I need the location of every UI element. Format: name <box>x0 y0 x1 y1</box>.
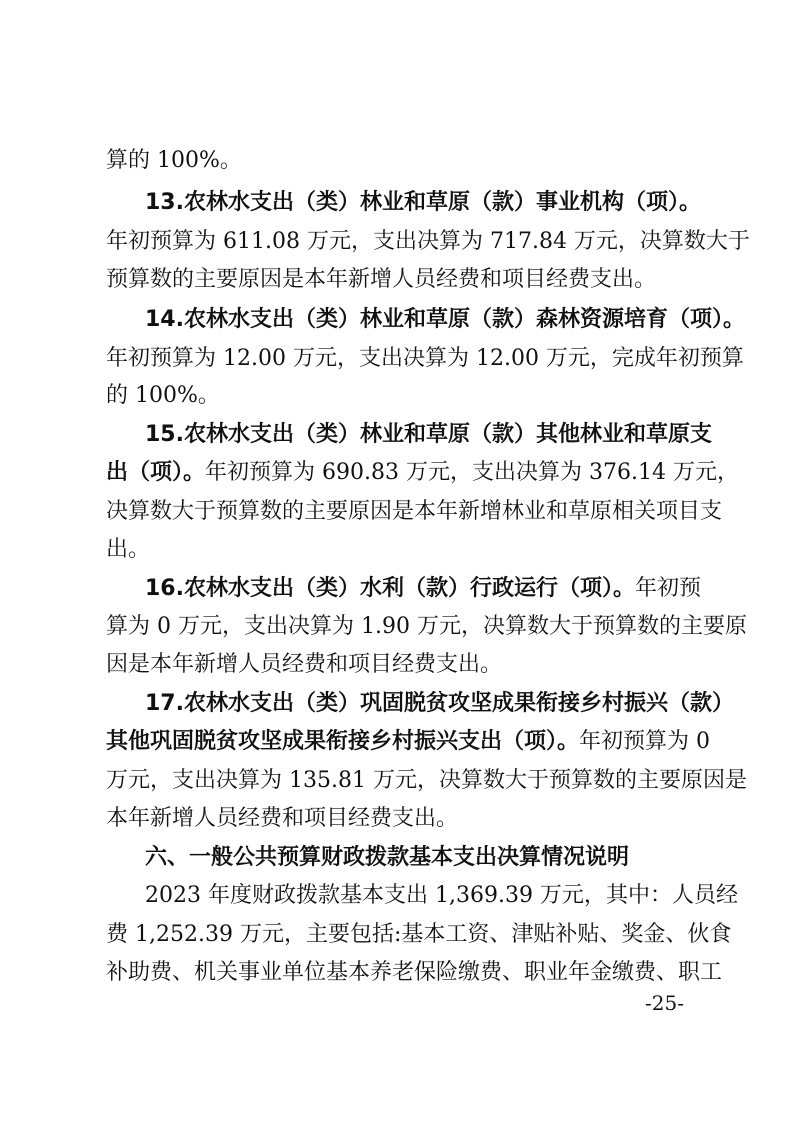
item-17-heading: 17.农林水支出（类）巩固脱贫攻坚成果衔接乡村振兴（款） <box>145 691 734 716</box>
item-15-heading: 15.农林水支出（类）林业和草原（款）其他林业和草原支 <box>145 422 712 447</box>
page-number: -25- <box>645 991 684 1015</box>
text-line: 因是本年新增人员经费和项目经费支出。 <box>106 652 503 677</box>
section-6-heading: 六、一般公共预算财政拨款基本支出决算情况说明 <box>145 845 630 870</box>
text-line: 预算数的主要原因是本年新增人员经费和项目经费支出。 <box>106 267 657 292</box>
text-line: 万元，支出决算为 135.81 万元，决算数大于预算数的主要原因是 <box>106 768 747 793</box>
text-line: 其他巩固脱贫攻坚成果衔接乡村振兴支出（项）。年初预算为 0 <box>106 729 711 754</box>
text-line: 的 100%。 <box>106 383 220 408</box>
item-14-heading: 14.农林水支出（类）林业和草原（款）森林资源培育（项）。 <box>145 307 745 332</box>
text-line: 费 1,252.39 万元，主要包括:基本工资、津贴补贴、奖金、伙食 <box>106 922 732 947</box>
text-line: 出。 <box>106 537 151 562</box>
text-line: 算为 0 万元，支出决算为 1.90 万元，决算数大于预算数的主要原 <box>106 614 747 639</box>
text-line: 补助费、机关事业单位基本养老保险缴费、职业年金缴费、职工 <box>106 960 723 985</box>
text-line: 本年新增人员经费和项目经费支出。 <box>106 806 459 831</box>
text-line: 算的 100%。 <box>106 148 242 173</box>
text-line: 2023 年度财政拨款基本支出 1,369.39 万元，其中：人员经 <box>145 883 738 908</box>
item-13-heading: 13.农林水支出（类）林业和草原（款）事业机构（项）。 <box>145 190 701 215</box>
text-line: 年初预算为 12.00 万元，支出决算为 12.00 万元，完成年初预算 <box>106 346 744 371</box>
item-16-heading: 16.农林水支出（类）水利（款）行政运行（项）。年初预 <box>145 576 701 601</box>
text-line: 年初预算为 611.08 万元，支出决算为 717.84 万元，决算数大于 <box>106 229 750 254</box>
text-line: 决算数大于预算数的主要原因是本年新增林业和草原相关项目支 <box>106 499 723 524</box>
text-line: 出（项）。年初预算为 690.83 万元，支出决算为 376.14 万元， <box>106 460 739 485</box>
